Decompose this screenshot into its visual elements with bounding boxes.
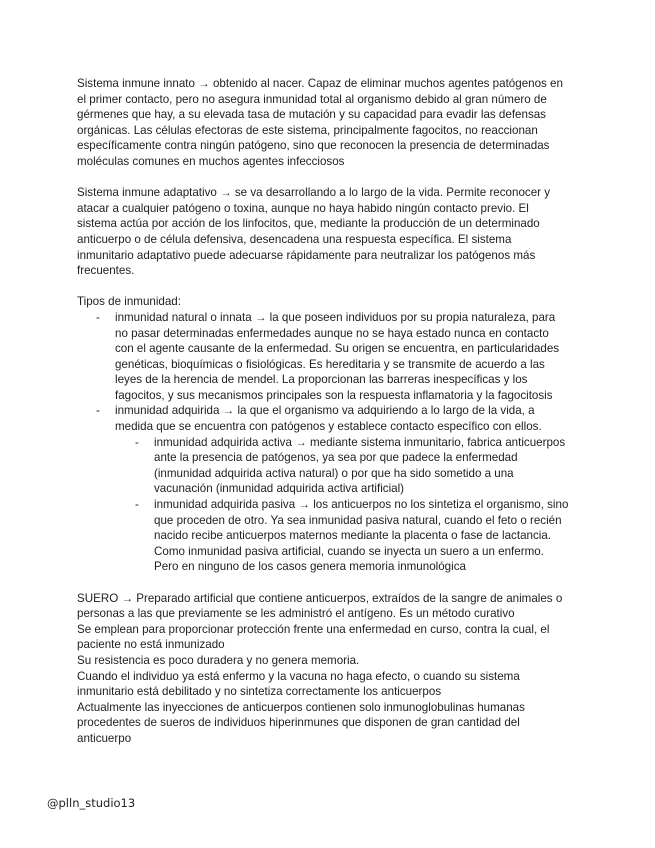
text-line: Como inmunidad pasiva artificial, cuando se inyecta un suero a un enfermo. [154,544,544,558]
text-line: medida que se encuentra con patógenos y establece contacto específico con ellos. [115,420,542,434]
text-line: anticuerpo o de célula defensiva, desencadena una respuesta específica. El sistema [77,232,512,246]
sublist-item-active-immunity [77,435,597,497]
text-line: fagocitos, y sus mecanismos principales son la respuesta inflamatoria y la fagocitosis [115,388,553,402]
text-line: inmunidad adquirida → la que el organismo va adquiriendo a lo largo de la vida, a [115,404,535,418]
text-line: Pero en ninguno de los casos genera memoria inmunológica [154,560,466,574]
text-line: específicamente contra ningún patógeno, sino que reconocen la presencia de determinadas [77,139,550,153]
text-line: nacido recibe anticuerpos maternos mediante la placenta o fase de lactancia. [154,529,552,543]
text-line: Se emplean para proporcionar protección frente una enfermedad en curso, contra la cual, el [77,622,550,636]
text-line: que proceden de otro. Ya sea inmunidad pasiva natural, cuando el feto o recién [154,513,562,527]
text-line: orgánicas. Las células efectoras de este sistema, principalmente fagocitos, no reaccionan [77,123,538,137]
list-item-acquired-immunity [77,403,597,434]
text-line: vacunación (inmunidad adquirida activa artificial) [154,482,405,496]
text-line: gérmenes que hay, a su elevada tasa de mutación y su capacidad para evadir las defensas [77,108,546,122]
text-line: sistema actúa por acción de los linfocitos, que, mediante la producción de un determinado [77,217,540,231]
suero-paragraph [77,591,597,747]
text-line: atacar a cualquier patógeno o toxina, aunque no haya habido ningún contacto previo. El [77,201,529,215]
text-line: Sistema inmune innato → obtenido al nacer. Capaz de eliminar muchos agentes patógenos en [77,77,563,90]
text-line: SUERO → Preparado artificial que contiene anticuerpos, extraídos de la sangre de animales o [77,591,563,605]
text-line: Su resistencia es poco duradera y no genera memoria. [77,653,360,667]
text-line: leyes de la herencia de mendel. La proporcionan las barreras inespecíficas y los [115,373,528,387]
text-line: personas a las que previamente se les administró el antígeno. Es un método curativo [77,607,515,621]
text-line: frecuentes. [77,264,135,278]
text-line: Cuando el individuo ya está enfermo y la vacuna no haga efecto, o cuando su sistema [77,669,520,683]
author-signature: @plln_studio13 [47,796,136,810]
bullet-dash: - [135,498,139,512]
text-line: inmunidad adquirida pasiva → los anticuerpos no los sintetiza el organismo, sino [154,498,569,512]
text-line: moléculas comunes en muchos agentes infecciosos [77,154,345,168]
text-line: procedentes de sueros de individuos hiperinmunes que disponen de gran cantidad del [77,716,520,730]
adaptive-paragraph [77,185,597,279]
text-line: (inmunidad adquirida activa natural) o por que ha sido sometido a una [154,466,514,480]
text-line: Actualmente las inyecciones de anticuerpos contienen solo inmunoglobulinas humanas [77,700,525,714]
text-line: inmunitario adaptativo puede adecuarse rápidamente para neutralizar los patógenos más [77,248,536,262]
text-line: anticuerpo [77,731,132,745]
text-line: no pasar determinadas enfermedades aunque no se haya estado nunca en contacto [115,326,549,340]
list-item-natural-immunity [77,310,597,404]
text-line: inmunitario está debilitado y no sintetiza correctamente los anticuerpos [77,685,442,699]
immunity-types-section [77,294,597,575]
section-heading: Tipos de inmunidad: [77,295,181,309]
text-line: Sistema inmune adaptativo → se va desarrollando a lo largo de la vida. Permite reconocer y [77,186,551,200]
text-line: con el agente causante de la enfermedad. Su origen se encuentra, en particularidades [115,342,560,356]
text-line: inmunidad adquirida activa → mediante sistema inmunitario, fabrica anticuerpos [154,435,566,449]
document-body [77,76,597,747]
text-line: genéticas, bioquímicas o fisiológicas. Es hereditaria y se transmite de acuerdo a las [115,357,545,371]
sublist-item-passive-immunity [77,497,597,575]
text-line: ante la presencia de patógenos, ya sea por que padece la enfermedad [154,451,518,465]
bullet-dash: - [96,310,100,324]
bullet-dash: - [135,435,139,449]
text-line: paciente no está inmunizado [77,638,225,652]
innate-paragraph [77,76,597,170]
text-line: inmunidad natural o innata → la que poseen individuos por su propia naturaleza, para [115,310,556,324]
bullet-dash: - [96,404,100,418]
text-line: el primer contacto, pero no asegura inmunidad total al organismo debido al gran número de [77,92,547,106]
